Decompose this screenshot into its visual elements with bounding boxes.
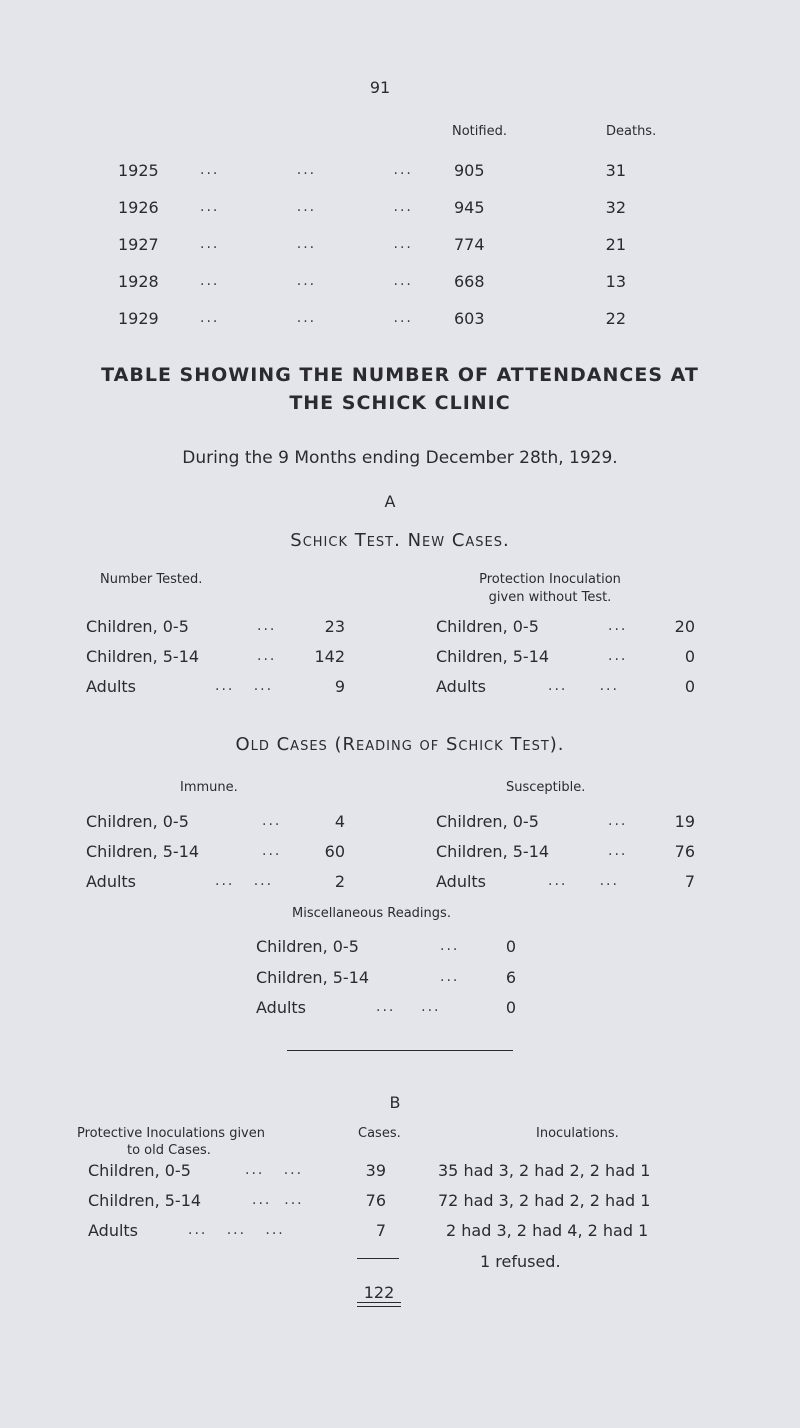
leader-dots: ... — [262, 813, 282, 829]
old-cases-heading: Old Cases (Reading of Schick Test). — [235, 734, 565, 755]
cases-header: Cases. — [358, 1126, 401, 1141]
row-label: Children, 5-14 — [436, 842, 550, 861]
notified-value: 774 — [454, 235, 485, 254]
row-value: 76 — [674, 842, 695, 861]
row-value: 60 — [324, 842, 345, 861]
deaths-value: 31 — [605, 161, 626, 180]
row-value: 7 — [684, 872, 695, 891]
row-label: Children, 5-14 — [86, 842, 200, 861]
leader-dots: ... ... — [215, 678, 274, 694]
row-label: Adults — [436, 677, 487, 696]
notified-value: 905 — [454, 161, 485, 180]
row-value: 6 — [505, 968, 516, 987]
leader-dots: ... ... — [548, 873, 619, 889]
notified-value: 945 — [454, 198, 485, 217]
row-value: 20 — [674, 617, 695, 636]
header-notified: Notified. — [452, 124, 507, 139]
total-underline-2 — [357, 1306, 401, 1307]
leader-dots: ... ... ... — [200, 310, 413, 326]
leader-dots: ... ... ... — [200, 273, 413, 289]
inoculations-header: Inoculations. — [536, 1126, 619, 1141]
cases-value: 76 — [365, 1191, 386, 1210]
row-label: Adults — [88, 1221, 139, 1240]
section-divider — [287, 1050, 513, 1051]
section-a-heading: Schick Test. New Cases. — [290, 530, 510, 551]
protection-header-line1: Protection Inoculation — [479, 572, 621, 587]
deaths-value: 13 — [605, 272, 626, 291]
year: 1925 — [118, 161, 159, 180]
row-value: 142 — [314, 647, 345, 666]
section-a-label: A — [384, 492, 396, 511]
leader-dots: ... — [440, 969, 460, 985]
immune-header: Immune. — [180, 780, 238, 795]
leader-dots: ... — [257, 618, 277, 634]
table-title-line1: TABLE SHOWING THE NUMBER OF ATTENDANCES AT — [101, 364, 699, 386]
leader-dots: ... — [608, 813, 628, 829]
row-label: Children, 5-14 — [436, 647, 550, 666]
row-value: 0 — [505, 937, 516, 956]
deaths-value: 22 — [605, 309, 626, 328]
leader-dots: ... ... — [548, 678, 619, 694]
notified-value: 603 — [454, 309, 485, 328]
row-value: 0 — [684, 647, 695, 666]
susceptible-header: Susceptible. — [506, 780, 586, 795]
year: 1929 — [118, 309, 159, 328]
row-value: 9 — [334, 677, 345, 696]
row-value: 0 — [684, 677, 695, 696]
misc-header: Miscellaneous Readings. — [292, 906, 451, 921]
row-label: Children, 0-5 — [256, 937, 359, 956]
leader-dots: ... — [262, 843, 282, 859]
protection-header-line2: given without Test. — [488, 590, 612, 605]
row-label: Children, 0-5 — [86, 812, 189, 831]
leader-dots: ... — [608, 843, 628, 859]
cases-value: 7 — [375, 1221, 386, 1240]
refused-note: 1 refused. — [480, 1252, 561, 1271]
leader-dots: ... — [608, 618, 628, 634]
row-label: Children, 0-5 — [436, 617, 539, 636]
inoculations-value: 2 had 3, 2 had 4, 2 had 1 — [446, 1221, 649, 1240]
row-value: 2 — [334, 872, 345, 891]
total-underline-1 — [357, 1302, 401, 1303]
year: 1926 — [118, 198, 159, 217]
leader-dots: ... ... — [245, 1162, 304, 1178]
header-deaths: Deaths. — [606, 124, 657, 139]
leader-dots: ... — [257, 648, 277, 664]
table-title-line2: THE SCHICK CLINIC — [289, 392, 511, 414]
row-label: Children, 0-5 — [86, 617, 189, 636]
leader-dots: ... ... ... — [200, 236, 413, 252]
leader-dots: ... ... ... — [200, 199, 413, 215]
subtitle: During the 9 Months ending December 28th, 1929. — [182, 448, 618, 468]
row-label: Children, 5-14 — [86, 647, 200, 666]
row-label: Adults — [436, 872, 487, 891]
page-number: 91 — [369, 78, 391, 97]
year: 1928 — [118, 272, 159, 291]
inoculations-value: 35 had 3, 2 had 2, 2 had 1 — [438, 1161, 651, 1180]
leader-dots: ... ... ... — [188, 1222, 285, 1238]
notified-value: 668 — [454, 272, 485, 291]
row-label: Children, 0-5 — [88, 1161, 191, 1180]
sum-line — [357, 1258, 399, 1259]
cases-total: 122 — [363, 1283, 395, 1302]
leader-dots: ... ... ... — [200, 162, 413, 178]
leader-dots: ... — [608, 648, 628, 664]
protective-header-line2: to old Cases. — [127, 1143, 211, 1158]
row-value: 0 — [505, 998, 516, 1017]
leader-dots: ... ... — [215, 873, 274, 889]
row-label: Children, 5-14 — [256, 968, 370, 987]
inoculations-value: 72 had 3, 2 had 2, 2 had 1 — [438, 1191, 651, 1210]
row-value: 4 — [334, 812, 345, 831]
cases-value: 39 — [365, 1161, 386, 1180]
leader-dots: ... ... — [376, 999, 441, 1015]
row-label: Adults — [86, 872, 137, 891]
row-value: 23 — [324, 617, 345, 636]
deaths-value: 21 — [605, 235, 626, 254]
row-label: Adults — [256, 998, 307, 1017]
leader-dots: ... — [440, 938, 460, 954]
deaths-value: 32 — [605, 198, 626, 217]
row-label: Children, 0-5 — [436, 812, 539, 831]
row-value: 19 — [674, 812, 695, 831]
protective-header-line1: Protective Inoculations given — [77, 1126, 265, 1141]
section-b-label: B — [389, 1093, 401, 1112]
leader-dots: ... ... — [252, 1192, 304, 1208]
row-label: Children, 5-14 — [88, 1191, 202, 1210]
year: 1927 — [118, 235, 159, 254]
row-label: Adults — [86, 677, 137, 696]
number-tested-header: Number Tested. — [100, 572, 203, 587]
